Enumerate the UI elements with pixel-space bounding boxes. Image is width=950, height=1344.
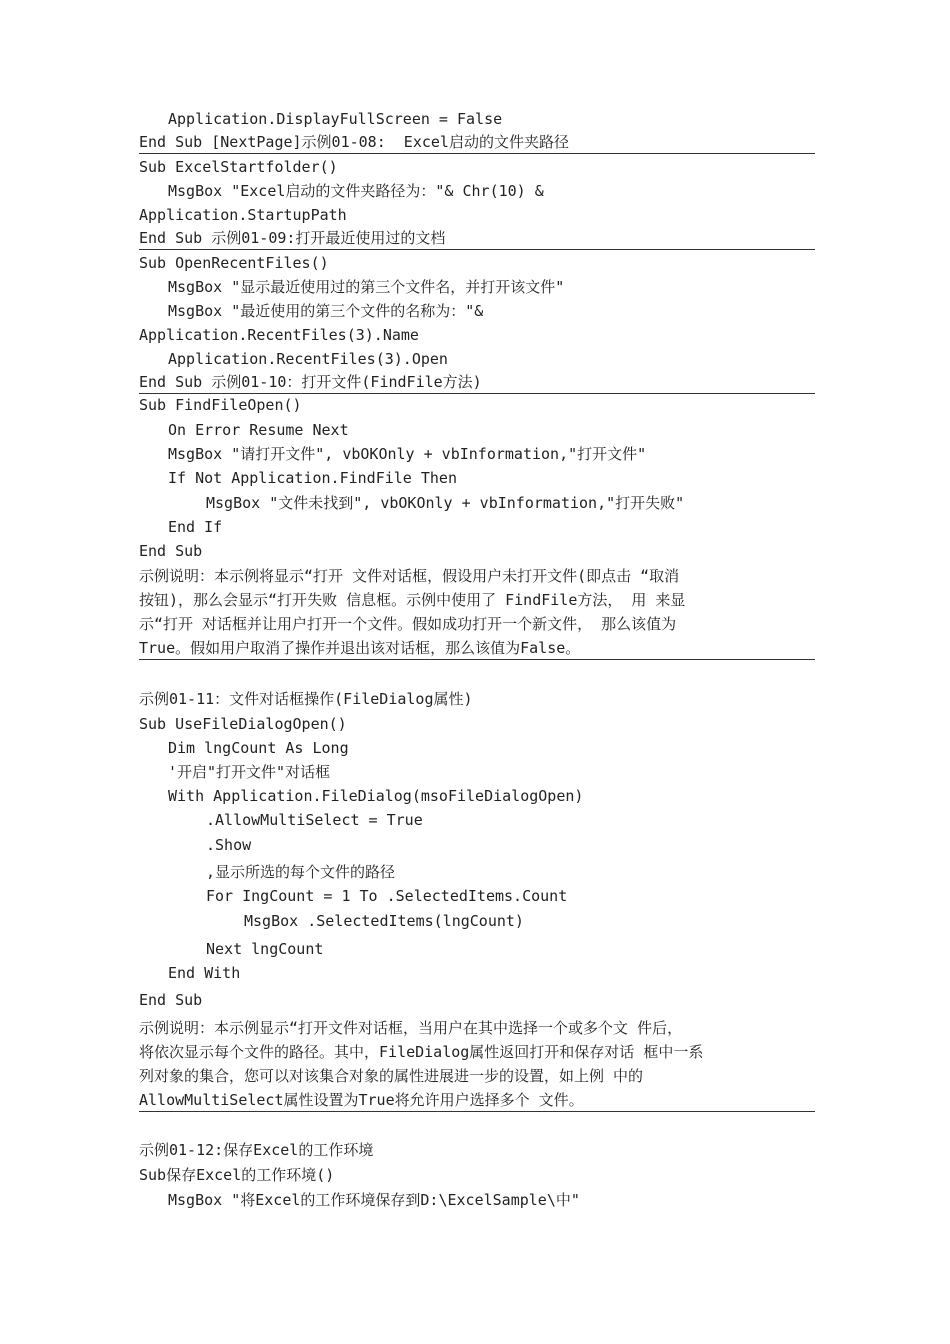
section-heading: End Sub [NextPage]示例01-08: Excel启动的文件夹路径 [139, 131, 815, 154]
explanation-line: 将依次显示每个文件的路径。其中，FileDialog属性返回打开和保存对话 框中一系 [139, 1043, 704, 1061]
explanation-line: 示例说明：本示例显示“打开文件对话框，当用户在其中选择一个或多个文 件后， [139, 1019, 683, 1037]
code-line: MsgBox .SelectedItems(lngCount) [244, 912, 524, 930]
code-line: Sub ExcelStartfolder() [139, 158, 338, 176]
explanation-line: AllowMultiSelect属性设置为True将允许用户选择多个 文件。 [139, 1089, 815, 1112]
code-line: MsgBox "最近使用的第三个文件的名称为："& [168, 302, 484, 320]
explanation-line: 示“打开 对话框并让用户打开一个文件。假如成功打开一个新文件， 那么该值为 [139, 615, 677, 633]
code-line: End Sub [139, 991, 203, 1009]
code-line: With Application.FileDialog(msoFileDialogOpen) [168, 787, 584, 805]
section-heading: 示例01-12:保存Excel的工作环境 [139, 1141, 374, 1159]
code-comment: '开启"打开文件"对话框 [168, 763, 331, 781]
code-line: MsgBox "将Excel的工作环境保存到D:\ExcelSample\中" [168, 1191, 580, 1209]
explanation-line: 按钮)，那么会显示“打开失败 信息框。示例中使用了 FindFile方法， 用 来显 [139, 591, 686, 609]
code-line: End Sub [139, 542, 203, 560]
code-line: MsgBox "文件未找到", vbOKOnly + vbInformation,"打开失败" [206, 494, 685, 512]
code-line: Dim lngCount As Long [168, 739, 349, 757]
code-line: Application.RecentFiles(3).Open [168, 350, 448, 368]
code-line: .Show [206, 836, 252, 854]
code-line: MsgBox "Excel启动的文件夹路径为："& Chr(10) & [168, 182, 544, 200]
explanation-line: 列对象的集合，您可以对该集合对象的属性进展进一步的设置，如上例 中的 [139, 1067, 644, 1085]
section-heading: End Sub 示例01-09:打开最近使用过的文档 [139, 227, 815, 250]
code-line: On Error Resume Next [168, 421, 349, 439]
code-line: End With [168, 964, 241, 982]
code-line: Application.DisplayFullScreen = False [168, 110, 503, 128]
section-heading: 示例01-11：文件对话框操作(FileDialog属性) [139, 690, 473, 708]
code-line: Next lngCount [206, 940, 324, 958]
code-line: Application.RecentFiles(3).Name [139, 326, 419, 344]
code-comment: ,显示所选的每个文件的路径 [206, 863, 396, 881]
code-line: Sub OpenRecentFiles() [139, 254, 329, 272]
code-line: MsgBox "显示最近使用过的第三个文件名，并打开该文件" [168, 278, 565, 296]
code-line: Application.StartupPath [139, 206, 347, 224]
code-line: If Not Application.FindFile Then [168, 469, 457, 487]
code-line: Sub保存Excel的工作环境() [139, 1166, 335, 1184]
code-line: Sub FindFileOpen() [139, 396, 302, 414]
code-line: MsgBox "请打开文件", vbOKOnly + vbInformation,"打开文件" [168, 445, 647, 463]
explanation-line: 示例说明：本示例将显示“打开 文件对话框，假设用户未打开文件(即点击 “取消 [139, 567, 680, 585]
code-line: .AllowMultiSelect = True [206, 811, 423, 829]
explanation-line: True。假如用户取消了操作并退出该对话框，那么该值为False。 [139, 637, 815, 660]
section-heading: End Sub 示例01-10：打开文件(FindFile方法) [139, 371, 815, 394]
code-line: For IngCount = 1 To .SelectedItems.Count [206, 887, 568, 905]
code-line: Sub UseFileDialogOpen() [139, 715, 347, 733]
code-line: End If [168, 518, 223, 536]
